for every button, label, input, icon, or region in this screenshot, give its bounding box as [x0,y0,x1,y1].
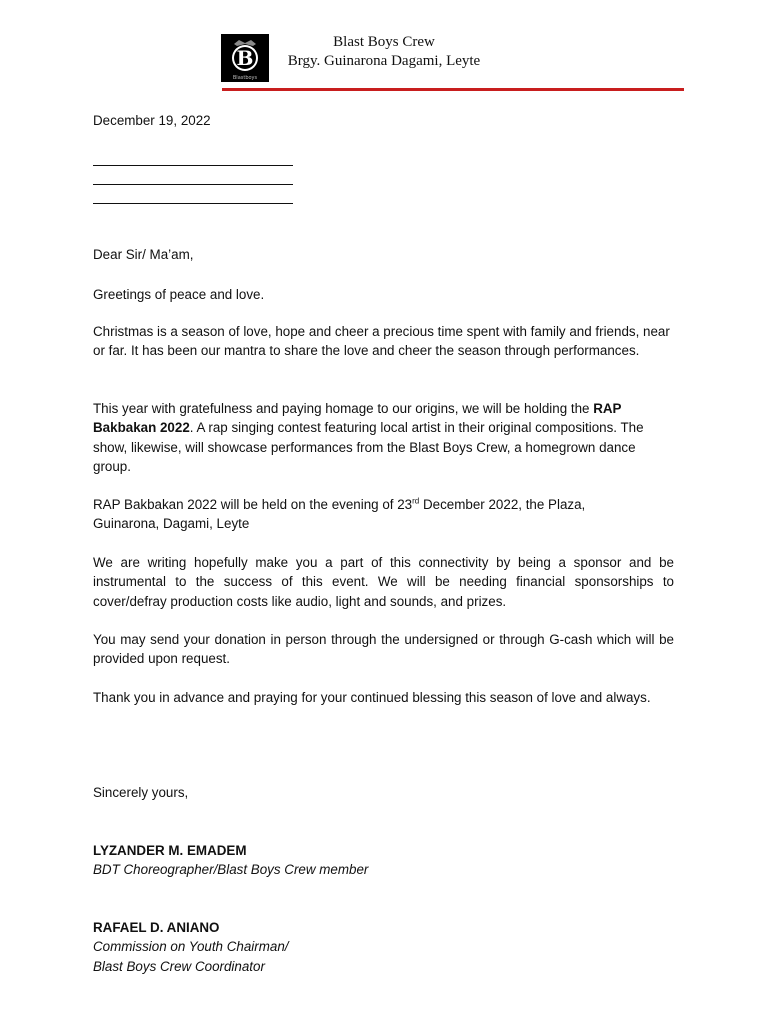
paragraph-sponsorship-request: We are writing hopefully make you a part of this connectivity by being a sponsor and be instrumental to the success of this event. We will be needing financial sponsorships to cover/defray production costs like audio, light and sounds, and prizes. [93,555,674,609]
logo-caption: Blastboys [232,75,258,81]
date-ordinal-suffix: rd [412,496,420,506]
paragraph-text: RAP Bakbakan 2022 will be held on the evening of 23 [93,497,413,512]
signatory-title: Commission on Youth Chairman/ [93,939,289,954]
recipient-blank-line [93,165,293,166]
recipient-blank-line [93,203,293,204]
paragraph-text: . A rap singing contest featuring local artist in their original compositions. The show, likewise, will showcase performances from the Blast Boys Crew, a homegrown dance group. [93,420,644,474]
signatory-title: Blast Boys Crew Coordinator [93,959,265,974]
paragraph-christmas: Christmas is a season of love, hope and cheer a precious time spent with family and friends, near or far. It has been our mantra to share the love and cheer the season through performances. [93,324,670,359]
paragraph-event-announcement [93,399,674,476]
signatory-name: LYZANDER M. EMADEM [93,843,247,858]
org-name: Blast Boys Crew [333,34,435,50]
greeting: Greetings of peace and love. [93,287,265,302]
recipient-blank-line [93,184,293,185]
salutation: Dear Sir/ Ma’am, [93,247,194,262]
paragraph-text: This year with gratefulness and paying homage to our origins, we will be holding the [93,401,594,416]
paragraph-text: December 2022, the Plaza, [419,497,586,512]
event-venue: Guinarona, Dagami, Leyte [93,516,250,532]
closing: Sincerely yours, [93,785,189,800]
logo-letter: B [236,46,254,70]
paragraph-event-details [93,495,674,534]
signatory-name: RAFAEL D. ANIANO [93,920,220,935]
paragraph-thanks: Thank you in advance and praying for your continued blessing this season of love and always. [93,690,651,705]
org-address: Brgy. Guinarona Dagami, Leyte [287,53,481,69]
header-divider [222,88,684,91]
event-name: RAP Bakbakan 2022 [93,401,622,436]
paragraph-donation-method: You may send your donation in person through the undersigned or through G-cash which will be provided upon request. [93,632,674,667]
crew-logo-graphic [221,34,269,82]
crew-logo [221,34,269,82]
letter-date: December 19, 2022 [93,113,211,128]
signatory-title: BDT Choreographer/Blast Boys Crew member [93,862,369,877]
